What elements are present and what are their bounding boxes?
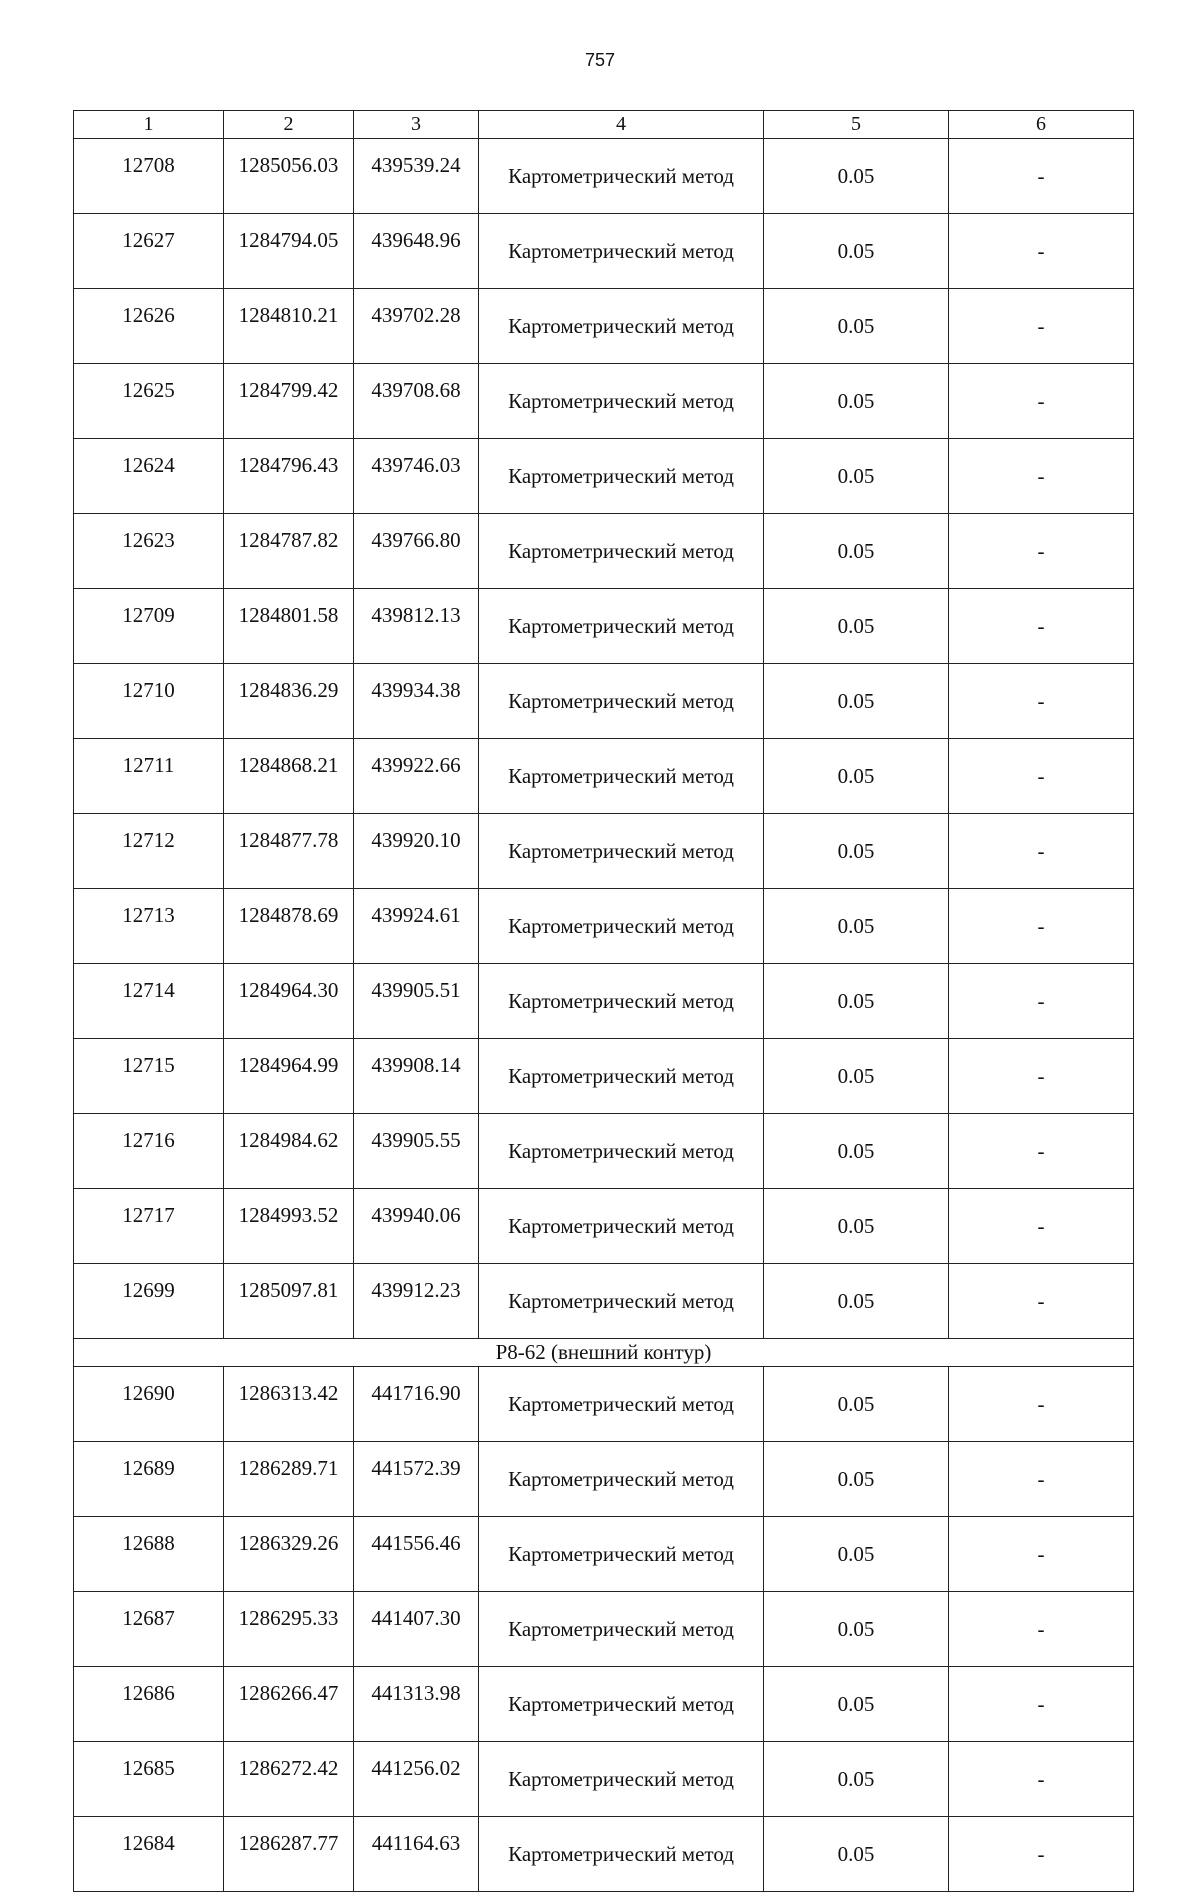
y-coordinate-cell: 441313.98 bbox=[354, 1667, 479, 1742]
accuracy-cell: 0.05 bbox=[764, 1367, 949, 1442]
point-number-cell: 12710 bbox=[74, 664, 224, 739]
column-header: 4 bbox=[479, 111, 764, 139]
x-coordinate-cell: 1284964.30 bbox=[224, 964, 354, 1039]
x-coordinate-cell: 1284799.42 bbox=[224, 364, 354, 439]
table-body bbox=[74, 139, 1134, 1892]
accuracy-cell: 0.05 bbox=[764, 889, 949, 964]
extra-cell: - bbox=[949, 739, 1134, 814]
point-number-cell: 12713 bbox=[74, 889, 224, 964]
table-row bbox=[74, 289, 1134, 364]
x-coordinate-cell: 1284868.21 bbox=[224, 739, 354, 814]
accuracy-cell: 0.05 bbox=[764, 1442, 949, 1517]
table-row bbox=[74, 664, 1134, 739]
point-number-cell: 12711 bbox=[74, 739, 224, 814]
extra-cell: - bbox=[949, 1667, 1134, 1742]
accuracy-cell: 0.05 bbox=[764, 1742, 949, 1817]
accuracy-cell: 0.05 bbox=[764, 439, 949, 514]
x-coordinate-cell: 1286266.47 bbox=[224, 1667, 354, 1742]
method-cell: Картометрический метод bbox=[479, 214, 764, 289]
table-row bbox=[74, 964, 1134, 1039]
extra-cell: - bbox=[949, 664, 1134, 739]
table-row bbox=[74, 1742, 1134, 1817]
x-coordinate-cell: 1285056.03 bbox=[224, 139, 354, 214]
x-coordinate-cell: 1284984.62 bbox=[224, 1114, 354, 1189]
point-number-cell: 12690 bbox=[74, 1367, 224, 1442]
section-title-row bbox=[74, 1339, 1134, 1367]
y-coordinate-cell: 439702.28 bbox=[354, 289, 479, 364]
point-number-cell: 12715 bbox=[74, 1039, 224, 1114]
x-coordinate-cell: 1286289.71 bbox=[224, 1442, 354, 1517]
y-coordinate-cell: 439708.68 bbox=[354, 364, 479, 439]
extra-cell: - bbox=[949, 1817, 1134, 1892]
page-number: 757 bbox=[584, 50, 616, 70]
y-coordinate-cell: 439746.03 bbox=[354, 439, 479, 514]
accuracy-cell: 0.05 bbox=[764, 214, 949, 289]
accuracy-cell: 0.05 bbox=[764, 1817, 949, 1892]
point-number-cell: 12684 bbox=[74, 1817, 224, 1892]
y-coordinate-cell: 439934.38 bbox=[354, 664, 479, 739]
y-coordinate-cell: 441256.02 bbox=[354, 1742, 479, 1817]
method-cell: Картометрический метод bbox=[479, 439, 764, 514]
extra-cell: - bbox=[949, 1114, 1134, 1189]
point-number-cell: 12699 bbox=[74, 1264, 224, 1339]
accuracy-cell: 0.05 bbox=[764, 1592, 949, 1667]
method-cell: Картометрический метод bbox=[479, 1264, 764, 1339]
point-number-cell: 12623 bbox=[74, 514, 224, 589]
y-coordinate-cell: 441716.90 bbox=[354, 1367, 479, 1442]
column-header: 6 bbox=[949, 111, 1134, 139]
point-number-cell: 12709 bbox=[74, 589, 224, 664]
point-number-cell: 12685 bbox=[74, 1742, 224, 1817]
table-row bbox=[74, 1517, 1134, 1592]
y-coordinate-cell: 439912.23 bbox=[354, 1264, 479, 1339]
point-number-cell: 12627 bbox=[74, 214, 224, 289]
table-row bbox=[74, 1592, 1134, 1667]
table-row bbox=[74, 439, 1134, 514]
accuracy-cell: 0.05 bbox=[764, 1039, 949, 1114]
y-coordinate-cell: 441572.39 bbox=[354, 1442, 479, 1517]
extra-cell: - bbox=[949, 1039, 1134, 1114]
extra-cell: - bbox=[949, 514, 1134, 589]
point-number-cell: 12689 bbox=[74, 1442, 224, 1517]
y-coordinate-cell: 439940.06 bbox=[354, 1189, 479, 1264]
coordinates-table bbox=[73, 110, 1134, 1892]
x-coordinate-cell: 1284796.43 bbox=[224, 439, 354, 514]
table-row bbox=[74, 1264, 1134, 1339]
column-header: 5 bbox=[764, 111, 949, 139]
accuracy-cell: 0.05 bbox=[764, 1667, 949, 1742]
point-number-cell: 12687 bbox=[74, 1592, 224, 1667]
method-cell: Картометрический метод bbox=[479, 589, 764, 664]
point-number-cell: 12625 bbox=[74, 364, 224, 439]
extra-cell: - bbox=[949, 1264, 1134, 1339]
extra-cell: - bbox=[949, 1592, 1134, 1667]
x-coordinate-cell: 1284877.78 bbox=[224, 814, 354, 889]
column-header: 2 bbox=[224, 111, 354, 139]
table-row bbox=[74, 814, 1134, 889]
accuracy-cell: 0.05 bbox=[764, 1264, 949, 1339]
point-number-cell: 12686 bbox=[74, 1667, 224, 1742]
accuracy-cell: 0.05 bbox=[764, 1114, 949, 1189]
y-coordinate-cell: 439905.55 bbox=[354, 1114, 479, 1189]
x-coordinate-cell: 1284993.52 bbox=[224, 1189, 354, 1264]
extra-cell: - bbox=[949, 1367, 1134, 1442]
method-cell: Картометрический метод bbox=[479, 814, 764, 889]
y-coordinate-cell: 439539.24 bbox=[354, 139, 479, 214]
x-coordinate-cell: 1286272.42 bbox=[224, 1742, 354, 1817]
extra-cell: - bbox=[949, 1517, 1134, 1592]
x-coordinate-cell: 1286287.77 bbox=[224, 1817, 354, 1892]
accuracy-cell: 0.05 bbox=[764, 1517, 949, 1592]
accuracy-cell: 0.05 bbox=[764, 664, 949, 739]
method-cell: Картометрический метод bbox=[479, 139, 764, 214]
method-cell: Картометрический метод bbox=[479, 364, 764, 439]
extra-cell: - bbox=[949, 814, 1134, 889]
accuracy-cell: 0.05 bbox=[764, 364, 949, 439]
accuracy-cell: 0.05 bbox=[764, 289, 949, 364]
x-coordinate-cell: 1286329.26 bbox=[224, 1517, 354, 1592]
extra-cell: - bbox=[949, 214, 1134, 289]
x-coordinate-cell: 1284810.21 bbox=[224, 289, 354, 364]
y-coordinate-cell: 441164.63 bbox=[354, 1817, 479, 1892]
point-number-cell: 12624 bbox=[74, 439, 224, 514]
x-coordinate-cell: 1284964.99 bbox=[224, 1039, 354, 1114]
point-number-cell: 12708 bbox=[74, 139, 224, 214]
extra-cell: - bbox=[949, 289, 1134, 364]
accuracy-cell: 0.05 bbox=[764, 514, 949, 589]
x-coordinate-cell: 1284878.69 bbox=[224, 889, 354, 964]
method-cell: Картометрический метод bbox=[479, 1189, 764, 1264]
extra-cell: - bbox=[949, 1189, 1134, 1264]
table-row bbox=[74, 589, 1134, 664]
extra-cell: - bbox=[949, 1742, 1134, 1817]
point-number-cell: 12717 bbox=[74, 1189, 224, 1264]
y-coordinate-cell: 439908.14 bbox=[354, 1039, 479, 1114]
section-title: Р8-62 (внешний контур) bbox=[74, 1339, 1134, 1367]
method-cell: Картометрический метод bbox=[479, 1817, 764, 1892]
table-row bbox=[74, 514, 1134, 589]
y-coordinate-cell: 439905.51 bbox=[354, 964, 479, 1039]
extra-cell: - bbox=[949, 964, 1134, 1039]
point-number-cell: 12626 bbox=[74, 289, 224, 364]
x-coordinate-cell: 1286313.42 bbox=[224, 1367, 354, 1442]
point-number-cell: 12714 bbox=[74, 964, 224, 1039]
method-cell: Картометрический метод bbox=[479, 664, 764, 739]
y-coordinate-cell: 439766.80 bbox=[354, 514, 479, 589]
method-cell: Картометрический метод bbox=[479, 1114, 764, 1189]
extra-cell: - bbox=[949, 889, 1134, 964]
y-coordinate-cell: 441407.30 bbox=[354, 1592, 479, 1667]
accuracy-cell: 0.05 bbox=[764, 739, 949, 814]
column-header: 3 bbox=[354, 111, 479, 139]
table-row bbox=[74, 1442, 1134, 1517]
column-header: 1 bbox=[74, 111, 224, 139]
accuracy-cell: 0.05 bbox=[764, 964, 949, 1039]
y-coordinate-cell: 439922.66 bbox=[354, 739, 479, 814]
extra-cell: - bbox=[949, 364, 1134, 439]
method-cell: Картометрический метод bbox=[479, 514, 764, 589]
x-coordinate-cell: 1284794.05 bbox=[224, 214, 354, 289]
y-coordinate-cell: 439648.96 bbox=[354, 214, 479, 289]
x-coordinate-cell: 1286295.33 bbox=[224, 1592, 354, 1667]
table-row bbox=[74, 214, 1134, 289]
table-row bbox=[74, 1817, 1134, 1892]
table-row bbox=[74, 1114, 1134, 1189]
method-cell: Картометрический метод bbox=[479, 1517, 764, 1592]
accuracy-cell: 0.05 bbox=[764, 1189, 949, 1264]
method-cell: Картометрический метод bbox=[479, 289, 764, 364]
method-cell: Картометрический метод bbox=[479, 1367, 764, 1442]
y-coordinate-cell: 441556.46 bbox=[354, 1517, 479, 1592]
y-coordinate-cell: 439924.61 bbox=[354, 889, 479, 964]
method-cell: Картометрический метод bbox=[479, 1442, 764, 1517]
table-row bbox=[74, 1189, 1134, 1264]
x-coordinate-cell: 1284801.58 bbox=[224, 589, 354, 664]
accuracy-cell: 0.05 bbox=[764, 814, 949, 889]
method-cell: Картометрический метод bbox=[479, 1667, 764, 1742]
y-coordinate-cell: 439812.13 bbox=[354, 589, 479, 664]
method-cell: Картометрический метод bbox=[479, 889, 764, 964]
table-row bbox=[74, 1039, 1134, 1114]
accuracy-cell: 0.05 bbox=[764, 139, 949, 214]
extra-cell: - bbox=[949, 589, 1134, 664]
y-coordinate-cell: 439920.10 bbox=[354, 814, 479, 889]
x-coordinate-cell: 1284836.29 bbox=[224, 664, 354, 739]
method-cell: Картометрический метод bbox=[479, 964, 764, 1039]
method-cell: Картометрический метод bbox=[479, 1592, 764, 1667]
accuracy-cell: 0.05 bbox=[764, 589, 949, 664]
table-row bbox=[74, 1367, 1134, 1442]
extra-cell: - bbox=[949, 439, 1134, 514]
point-number-cell: 12688 bbox=[74, 1517, 224, 1592]
point-number-cell: 12712 bbox=[74, 814, 224, 889]
method-cell: Картометрический метод bbox=[479, 1039, 764, 1114]
table-row bbox=[74, 1667, 1134, 1742]
table-header-row bbox=[74, 111, 1134, 139]
table-row bbox=[74, 739, 1134, 814]
extra-cell: - bbox=[949, 1442, 1134, 1517]
x-coordinate-cell: 1285097.81 bbox=[224, 1264, 354, 1339]
extra-cell: - bbox=[949, 139, 1134, 214]
table-row bbox=[74, 139, 1134, 214]
table-row bbox=[74, 889, 1134, 964]
method-cell: Картометрический метод bbox=[479, 1742, 764, 1817]
x-coordinate-cell: 1284787.82 bbox=[224, 514, 354, 589]
table-row bbox=[74, 364, 1134, 439]
point-number-cell: 12716 bbox=[74, 1114, 224, 1189]
method-cell: Картометрический метод bbox=[479, 739, 764, 814]
